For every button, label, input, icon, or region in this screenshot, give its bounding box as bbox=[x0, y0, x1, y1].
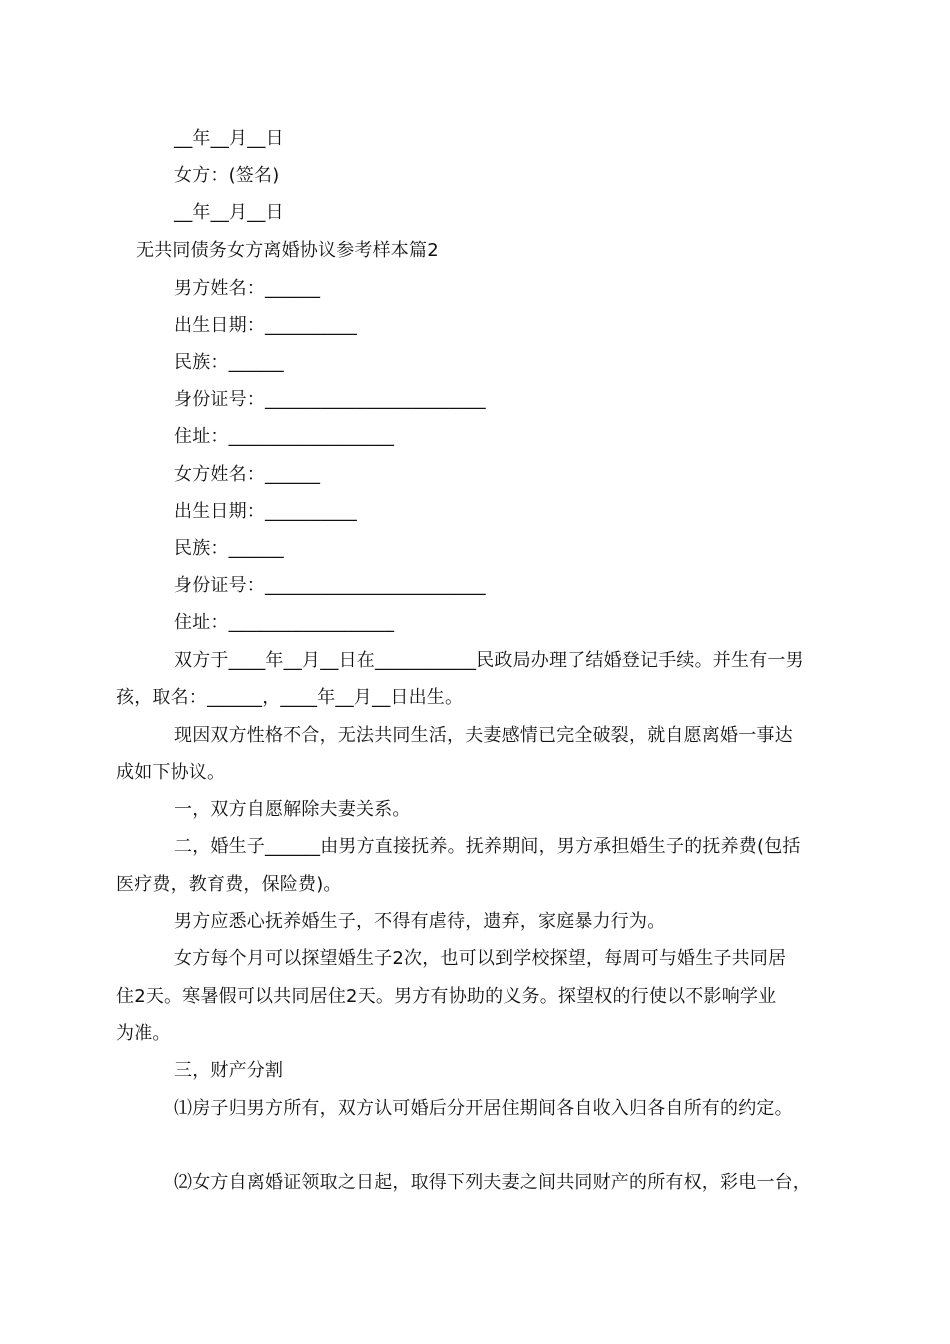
wife-birthdate-field: 出生日期：__________ bbox=[174, 501, 357, 522]
husband-birthdate-field: 出生日期：__________ bbox=[174, 315, 357, 336]
visitation-paragraph: 女方每个月可以探望婚生子2次，也可以到学校探望，每周可与婚生子共同居 bbox=[174, 948, 787, 969]
wife-name-field: 女方姓名：______ bbox=[174, 464, 321, 485]
marriage-registration-paragraph: 双方于____年__月__日在___________民政局办理了结婚登记手续。并生有一男 bbox=[174, 650, 804, 671]
wife-id-field: 身份证号：________________________ bbox=[174, 575, 486, 596]
care-paragraph: 男方应悉心抚养婚生子，不得有虐待，遗弃，家庭暴力行为。 bbox=[174, 911, 666, 932]
husband-id-field: 身份证号：________________________ bbox=[174, 389, 486, 410]
reason-paragraph-cont: 成如下协议。 bbox=[116, 762, 226, 783]
date-line-1: __年__月__日 bbox=[174, 128, 284, 149]
property-item-2: ⑵女方自离婚证领取之日起，取得下列夫妻之间共同财产的所有权，彩电一台， bbox=[174, 1172, 811, 1193]
marriage-registration-paragraph-cont: 孩，取名：______，____年__月__日出生。 bbox=[116, 687, 464, 708]
visitation-paragraph-end: 为准。 bbox=[116, 1023, 171, 1044]
wife-signature-line: 女方：(签名) bbox=[174, 165, 280, 186]
reason-paragraph: 现因双方性格不合，无法共同生活，夫妻感情已完全破裂，就自愿离婚一事达 bbox=[174, 725, 793, 746]
wife-ethnicity-field: 民族：______ bbox=[174, 538, 284, 559]
clause-one: 一，双方自愿解除夫妻关系。 bbox=[174, 799, 411, 820]
husband-address-field: 住址：__________________ bbox=[174, 426, 395, 447]
date-line-2: __年__月__日 bbox=[174, 202, 284, 223]
visitation-paragraph-cont: 住2天。寒暑假可以共同居住2天。男方有协助的义务。探望权的行使以不影响学业 bbox=[116, 986, 777, 1007]
husband-ethnicity-field: 民族：______ bbox=[174, 352, 284, 373]
property-item-1: ⑴房子归男方所有，双方认可婚后分开居住期间各自收入归各自所有的约定。 bbox=[174, 1098, 793, 1119]
clause-three: 三，财产分割 bbox=[174, 1060, 284, 1081]
section-title: 无共同债务女方离婚协议参考样本篇2 bbox=[136, 240, 439, 261]
clause-two-cont: 医疗费，教育费，保险费)。 bbox=[116, 874, 342, 895]
wife-address-field: 住址：__________________ bbox=[174, 612, 395, 633]
clause-two: 二，婚生子______由男方直接抚养。抚养期间，男方承担婚生子的抚养费(包括 bbox=[174, 836, 801, 857]
husband-name-field: 男方姓名：______ bbox=[174, 278, 321, 299]
